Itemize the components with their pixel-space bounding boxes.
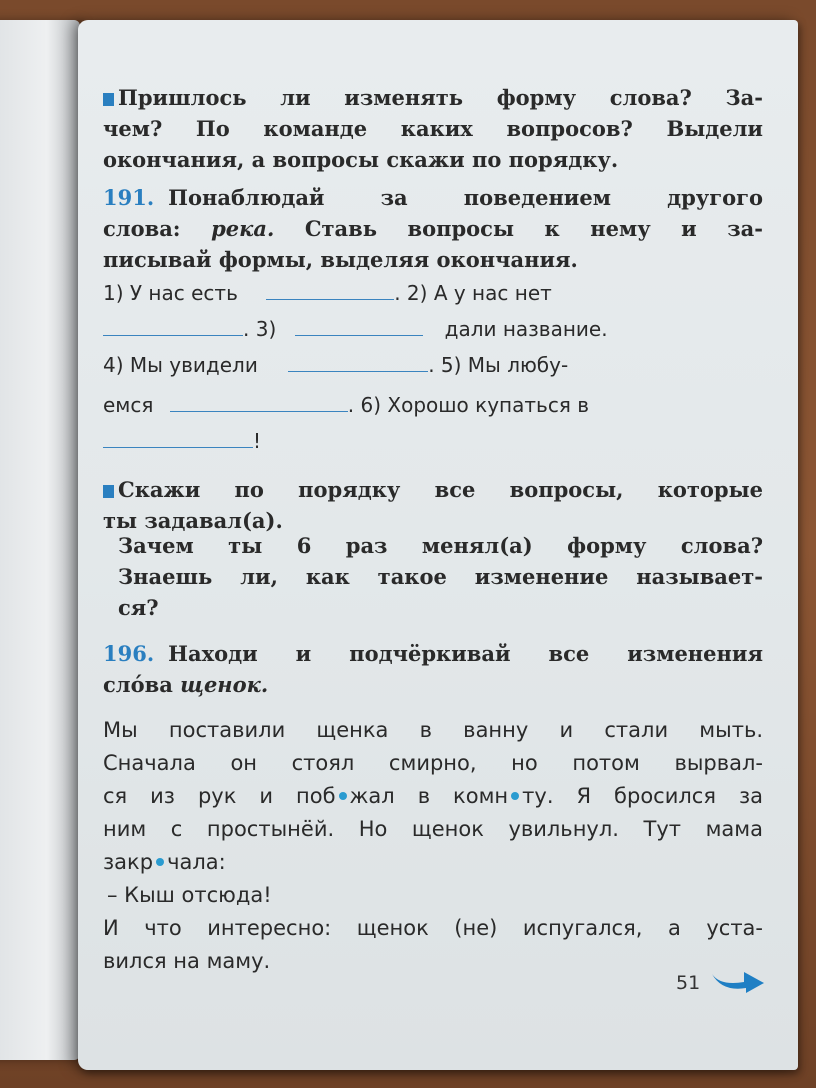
question-line: Зачем ты 6 раз менял(а) форму слова? [118, 533, 763, 558]
next-page-arrow-icon[interactable] [710, 966, 766, 994]
story-line: – Кыш отсюда! [107, 883, 272, 907]
story-line: ним с простынёй. Но щенок увильнул. Тут мама [103, 817, 763, 841]
story-text-part: жал в комн [349, 784, 509, 808]
task-intro-line: Пришлось ли изменять форму слова? За- [118, 85, 763, 110]
task-square-icon [103, 93, 114, 106]
exercise-number: 196. [103, 641, 155, 666]
answer-blank[interactable] [103, 427, 253, 448]
story-text-part: закр [103, 850, 154, 874]
exercise-196-text: сло́ва [103, 672, 173, 697]
sentence-text: ! [253, 429, 262, 453]
answer-blank[interactable] [170, 391, 348, 412]
question-line: Знаешь ли, как такое изменение называет- [118, 564, 763, 589]
target-word: река. [211, 216, 275, 241]
sentence-text: . 5) Мы любу- [428, 353, 569, 377]
exercise-191-line: писывай формы, выделяя окончания. [103, 247, 578, 272]
answer-blank[interactable] [295, 315, 423, 336]
task-square-icon [103, 485, 114, 498]
sentence-text: 1) У нас есть [103, 281, 238, 305]
sentence-text: . 6) Хорошо купаться в [347, 393, 590, 417]
missing-letter-dot [339, 792, 347, 800]
task-intro [103, 82, 763, 175]
story-text-part: ту. Я бросился за [522, 784, 763, 808]
previous-page-edge [0, 20, 80, 1060]
answer-blank[interactable] [288, 351, 428, 372]
story-line: И что интересно: щенок (не) испугался, а уста- [103, 916, 763, 940]
answer-blank[interactable] [266, 279, 394, 300]
task-intro-line: чем? По команде каких вопросов? Выдели [103, 116, 763, 141]
textbook-page [78, 20, 798, 1070]
exercise-191-text: слова: [103, 216, 181, 241]
missing-letter-dot [156, 858, 164, 866]
story-text-part: чала: [167, 850, 226, 874]
exercise-191-text: Ставь вопросы к нему и за- [304, 216, 763, 241]
missing-letter-dot [511, 792, 519, 800]
sentence-text: 4) Мы увидели [103, 353, 258, 377]
sentence-text: емся [103, 393, 154, 417]
task-say [103, 474, 763, 536]
question-block [118, 530, 763, 623]
story-line: Сначала он стоял смирно, но потом вырвал- [103, 751, 763, 775]
task-say-line: Скажи по порядку все вопросы, которые [118, 477, 763, 502]
story-line: вился на маму. [103, 949, 271, 973]
exercise-196 [103, 638, 763, 700]
exercise-number: 191. [103, 185, 155, 210]
task-intro-line: окончания, а вопросы скажи по порядку. [103, 147, 619, 172]
exercise-191 [103, 182, 763, 275]
story-line: Мы поставили щенка в ванну и стали мыть. [103, 718, 763, 742]
story-text [103, 714, 763, 978]
exercise-196-line: Находи и подчёркивай все изменения [168, 641, 763, 666]
sentence-text: . 3) [243, 317, 277, 341]
story-text-part: ся из рук и поб [103, 784, 336, 808]
sentence-text: дали название. [444, 317, 608, 341]
page-number: 51 [676, 972, 701, 994]
target-word: щенок. [180, 672, 269, 697]
answer-blank[interactable] [103, 315, 243, 336]
fill-in-sentences [103, 278, 763, 456]
exercise-191-line: Понаблюдай за поведением другого [168, 185, 763, 210]
sentence-text: . 2) А у нас нет [394, 281, 552, 305]
question-line: ся? [118, 595, 159, 620]
task-say-line: ты задавал(а). [103, 508, 283, 533]
